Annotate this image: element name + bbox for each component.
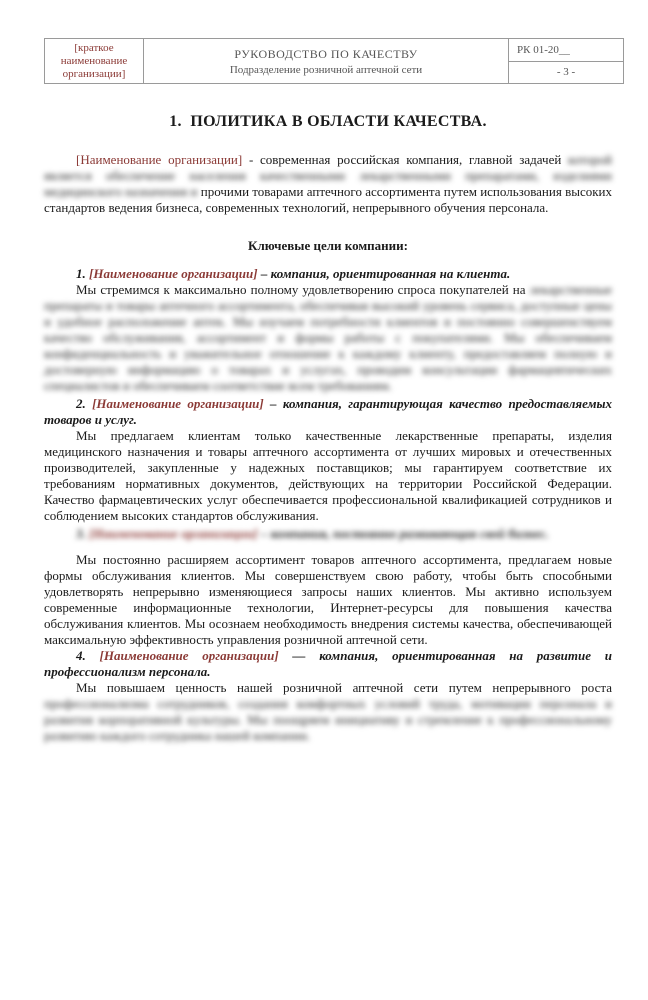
goal-3-paragraph: Мы постоянно расширяем ассортимент товаров аптечного ассортимента, предлагаем новые формы обслуживания клиентов. Мы совершенствуем свою работу, чтобы быть способными удовлетворять непрерывно изменяющиеся запросы наших клиентов. Мы активно используем современные информационные технологии, Интернет-ресурсы для повышения качества обслуживания клиентов. Мы осознаем необходимость внедрения системы качества, обеспечивающей максимальную эффективность управления розничной аптечной сети. [44, 552, 612, 647]
section-title-text: ПОЛИТИКА В ОБЛАСТИ КАЧЕСТВА. [190, 113, 487, 130]
section-title [44, 112, 612, 132]
goal-1-title-text: – компания, ориентированная на клиента. [257, 266, 511, 281]
org-name-placeholder: [Наименование организации] [76, 152, 243, 167]
document-header [44, 38, 624, 84]
header-title: РУКОВОДСТВО ПО КАЧЕСТВУ [234, 46, 418, 61]
goal-3-title-text: – компания, постоянно развивающая свой бизнес. [257, 526, 549, 541]
goal-1-paragraph [44, 282, 612, 394]
goal-1-number: 1. [76, 266, 86, 281]
goals-heading: Ключевые цели компании: [248, 238, 408, 253]
goal-4-blurred-text: профессионализма сотрудников, создания комфортных условий труда, мотивации персонала и развития корпоративной культуры. Мы поощряем инициативу и стремление к профессиональному развитию каждого сотрудника нашей компании. [44, 696, 612, 743]
goal-2-title-text: – компания, гарантирующая качество предоставляемых товаров и услуг. [44, 396, 612, 427]
doc-code: РК 01-20__ [517, 43, 570, 56]
goal-2-org-name: [Наименование организации] [92, 396, 264, 411]
section-number: 1. [169, 113, 182, 130]
intro-paragraph [44, 152, 612, 216]
intro-blurred-text: которой является обеспечение населения качественными лекарственными препаратами, изделиями медицинского назначения и [44, 152, 612, 199]
goal-1-blurred-text: лекарственные препараты и товары аптечного ассортимента, обеспечивая высокий уровень сервиса, доступные цены и удобное расположение аптек. Мы изучаем потребности клиентов и постоянно совершенствуем качество обслуживания, ассортимент и формы работы с покупателями. Мы обеспечиваем конфиденциальность и уважительное отношение к каждому клиенту, предоставляем полную и достоверную информацию о товарах и услугах, проводим консультации фармацевтических специалистов и обеспечиваем соответствие всем требованиям. [44, 282, 612, 393]
goal-4-paragraph [44, 680, 612, 744]
goal-1-text: Мы стремимся к максимально полному удовлетворению спроса покупателей на [76, 282, 526, 297]
goal-3-number: 3. [76, 526, 86, 541]
goal-4-title [44, 648, 612, 680]
page-number: - 3 - [556, 66, 576, 79]
header-subtitle: Подразделение розничной аптечной сети [229, 63, 423, 76]
intro-text-start: - современная российская компания, главной задачей [242, 152, 562, 167]
goal-4-number: 4. [76, 648, 86, 663]
goal-4-text: Мы повышаем ценность нашей розничной аптечной сети путем непрерывного роста [76, 680, 612, 695]
page-number-cell [509, 61, 624, 84]
goal-3-title [44, 526, 612, 542]
goal-1-title [44, 266, 612, 282]
document-body [44, 112, 612, 744]
intro-text-end: прочими товарами аптечного ассортимента путем использования высоких стандартов ведения бизнеса, современных технологий, непрерывного обучения персонала. [44, 184, 613, 215]
goal-4-title-text: — компания, ориентированная на развитие и профессионализм персонала. [44, 648, 613, 679]
goal-1-org-name: [Наименование организации] [89, 266, 258, 281]
goal-4-org-name: [Наименование организации] [99, 648, 279, 663]
goal-2-paragraph: Мы предлагаем клиентам только качественные лекарственные препараты, изделия медицинского назначения и товары аптечного ассортимента от лучших мировых и отечественных производителей, закупленные у надежных поставщиков; мы гарантируем соответствие их требованиям нормативных документов, действующих на территории Российской Федерации. Качество фармацевтических услуг обеспечивается профессиональной квалификацией сотрудников и соблюдением высоких стандартов обслуживания. [44, 428, 612, 523]
goal-2-title [44, 396, 612, 428]
header-title-cell [144, 39, 509, 84]
doc-code-cell [509, 39, 624, 62]
org-short-name: [краткое наименование организации] [60, 41, 128, 80]
org-short-name-cell [45, 39, 144, 84]
goal-3-org-name: [Наименование организации] [89, 526, 258, 541]
goal-2-number: 2. [76, 396, 86, 411]
